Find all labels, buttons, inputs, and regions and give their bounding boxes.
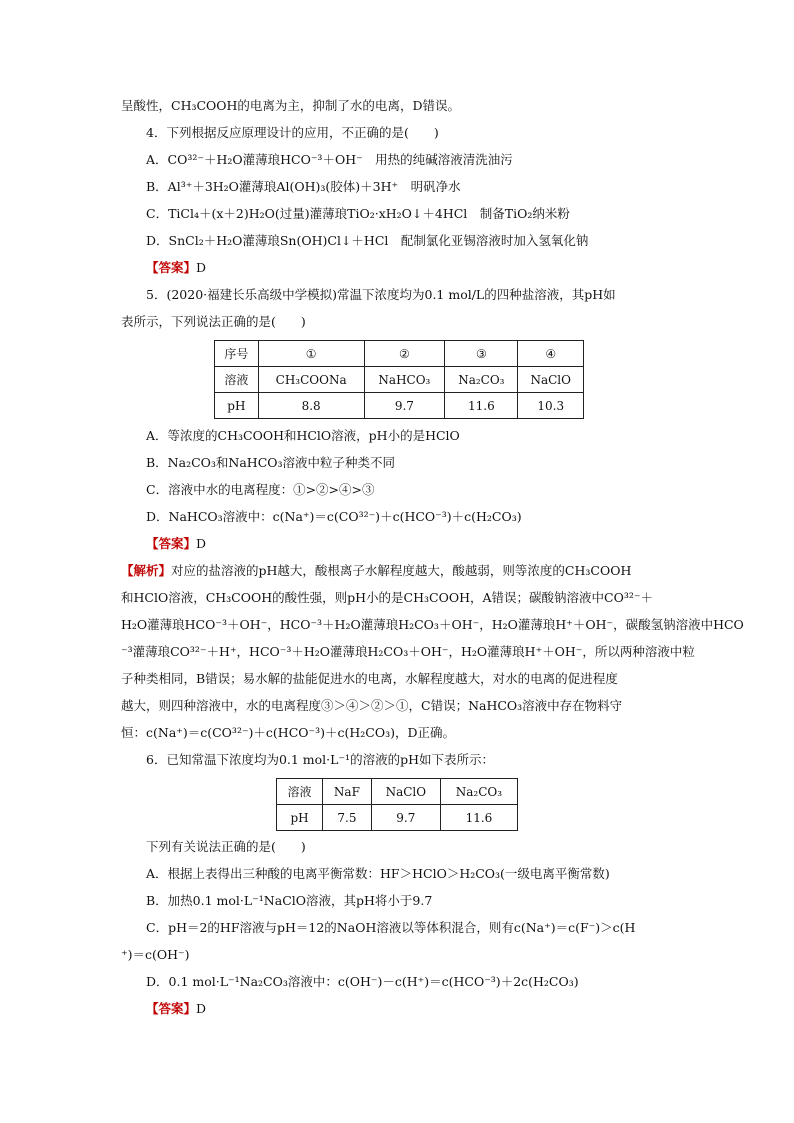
table-cell: pH xyxy=(215,393,259,419)
question-5-stem-cont: 表所示，下列说法正确的是( ) xyxy=(121,314,306,329)
option-b: B．Al³⁺＋3H₂O灌薄琅Al(OH)₃(胶体)＋3H⁺ 明矾净水 xyxy=(146,179,461,194)
option-b: B．Na₂CO₃和NaHCO₃溶液中粒子种类不同 xyxy=(146,455,396,470)
table-cell: Na₂CO₃ xyxy=(440,779,517,805)
question-5-stem: 5．(2020·福建长乐高级中学模拟)常温下浓度均为0.1 mol/L的四种盐溶液，其pH如 xyxy=(146,287,616,302)
answer-value: D xyxy=(196,260,207,275)
explanation-tag: 【解析】 xyxy=(121,563,172,578)
table-cell: ② xyxy=(364,341,445,367)
table-cell: 8.8 xyxy=(258,393,364,419)
table-cell: 7.5 xyxy=(323,805,372,831)
table-cell: 溶液 xyxy=(277,779,323,805)
table-cell: NaClO xyxy=(518,367,584,393)
option-a: A．等浓度的CH₃COOH和HClO溶液，pH小的是HClO xyxy=(146,428,460,443)
option-a: A．根据上表得出三种酸的电离平衡常数：HF＞HClO＞H₂CO₃(一级电离平衡常数) xyxy=(146,866,610,881)
text-line: 呈酸性，CH₃COOH的电离为主，抑制了水的电离，D错误。 xyxy=(121,98,460,113)
question-6-stem: 6．已知常温下浓度均为0.1 mol·L⁻¹的溶液的pH如下表所示： xyxy=(146,752,494,767)
option-b: B．加热0.1 mol·L⁻¹NaClO溶液，其pH将小于9.7 xyxy=(146,893,433,908)
table-cell: pH xyxy=(277,805,323,831)
answer-value: D xyxy=(196,1001,207,1016)
option-c: C．TiCl₄＋(x＋2)H₂O(过量)灌薄琅TiO₂·xH₂O↓＋4HCl 制备TiO₂纳米粉 xyxy=(146,206,570,221)
table-cell: ① xyxy=(258,341,364,367)
answer-tag: 【答案】 xyxy=(146,536,197,551)
table-row xyxy=(277,805,518,831)
table-row xyxy=(215,393,584,419)
table-cell: 10.3 xyxy=(518,393,584,419)
explanation-text: 对应的盐溶液的pH越大，酸根离子水解程度越大，酸越弱，则等浓度的CH₃COOH xyxy=(171,563,632,578)
answer-tag: 【答案】 xyxy=(146,1001,197,1016)
question-4-stem: 4．下列根据反应原理设计的应用，不正确的是( ) xyxy=(146,125,439,140)
option-c: C．溶液中水的电离程度：①>②>④>③ xyxy=(146,482,375,497)
table-cell: 11.6 xyxy=(440,805,517,831)
answer-line xyxy=(146,259,206,277)
option-d: D．NaHCO₃溶液中：c(Na⁺)＝c(CO³²⁻)＋c(HCO⁻³)＋c(H₂CO₃) xyxy=(146,509,522,524)
table-cell: ④ xyxy=(518,341,584,367)
answer-line xyxy=(146,535,206,553)
ph-table-2 xyxy=(276,778,518,831)
table-cell: NaClO xyxy=(371,779,440,805)
option-d: D．SnCl₂＋H₂O灌薄琅Sn(OH)Cl↓＋HCl 配制氯化亚锡溶液时加入氢氧化钠 xyxy=(146,233,589,248)
table-cell: 9.7 xyxy=(364,393,445,419)
table-cell: 11.6 xyxy=(445,393,518,419)
option-a: A．CO³²⁻＋H₂O灌薄琅HCO⁻³＋OH⁻ 用热的纯碱溶液清洗油污 xyxy=(146,152,513,167)
table-cell: 9.7 xyxy=(371,805,440,831)
table-cell: NaF xyxy=(323,779,372,805)
explanation-line: 恒：c(Na⁺)＝c(CO³²⁻)＋c(HCO⁻³)＋c(H₂CO₃)，D正确。 xyxy=(121,725,456,740)
table-row xyxy=(215,341,584,367)
explanation-line: H₂O灌薄琅HCO⁻³＋OH⁻，HCO⁻³＋H₂O灌薄琅H₂CO₃＋OH⁻，H₂O灌薄琅H⁺＋OH⁻，碳酸氢钠溶液中HCO xyxy=(121,617,744,632)
table-cell: ③ xyxy=(445,341,518,367)
option-c: C．pH＝2的HF溶液与pH＝12的NaOH溶液以等体积混合，则有c(Na⁺)＝c(F⁻)＞c(H xyxy=(146,920,636,935)
option-c-cont: ⁺)＝c(OH⁻) xyxy=(121,947,190,962)
ph-table-1 xyxy=(214,340,584,419)
explanation-line: 和HClO溶液，CH₃COOH的酸性强，则pH小的是CH₃COOH，A错误；碳酸钠溶液中CO³²⁻＋ xyxy=(121,590,653,605)
table-row xyxy=(277,779,518,805)
answer-line xyxy=(146,1000,206,1018)
table-cell: NaHCO₃ xyxy=(364,367,445,393)
table-row xyxy=(215,367,584,393)
table-cell: 序号 xyxy=(215,341,259,367)
table-cell: Na₂CO₃ xyxy=(445,367,518,393)
explanation-line: 越大，则四种溶液中，水的电离程度③＞④＞②＞①，C错误；NaHCO₃溶液中存在物料守 xyxy=(121,698,623,713)
option-d: D．0.1 mol·L⁻¹Na₂CO₃溶液中：c(OH⁻)－c(H⁺)＝c(HCO⁻³)＋2c(H₂CO₃) xyxy=(146,974,579,989)
explanation-line: 子种类相同，B错误；易水解的盐能促进水的电离，水解程度越大，对水的电离的促进程度 xyxy=(121,671,618,686)
question-6-stem-cont: 下列有关说法正确的是( ) xyxy=(146,839,306,854)
table-cell: CH₃COONa xyxy=(258,367,364,393)
answer-value: D xyxy=(196,536,207,551)
answer-tag: 【答案】 xyxy=(146,260,197,275)
table-cell: 溶液 xyxy=(215,367,259,393)
explanation-line: ⁻³灌薄琅CO³²⁻＋H⁺，HCO⁻³＋H₂O灌薄琅H₂CO₃＋OH⁻，H₂O灌薄琅H⁺＋OH⁻，所以两种溶液中粒 xyxy=(121,644,695,659)
explanation-line xyxy=(121,562,631,580)
